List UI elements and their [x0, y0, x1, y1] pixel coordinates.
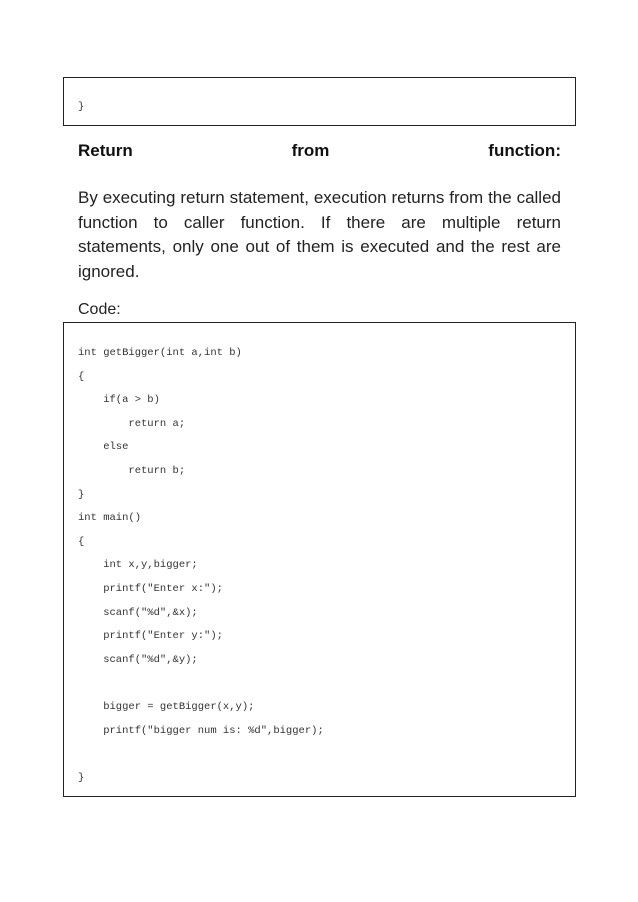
heading-word-return: Return — [78, 141, 133, 160]
code-line: int getBigger(int a,int b) — [78, 347, 242, 359]
code-line: return a; — [78, 418, 186, 430]
code-line: int x,y,bigger; — [78, 559, 198, 571]
code-line: int main() — [78, 512, 142, 524]
code-line: return b; — [78, 465, 186, 477]
code-block-continuation — [63, 77, 576, 126]
code-line: printf("bigger num is: %d",bigger); — [78, 725, 324, 737]
heading-word-from: from — [291, 141, 330, 160]
body-paragraph: By executing return statement, execution returns from the called function to caller function. If there are multiple return statements, only one out of them is executed and the rest are ignored. — [78, 188, 561, 281]
section-heading — [78, 141, 561, 161]
code-line: scanf("%d",&x); — [78, 607, 198, 619]
code-line: else — [78, 441, 129, 453]
code-line: } — [78, 772, 85, 784]
code-line: bigger = getBigger(x,y); — [78, 701, 255, 713]
heading-word-function: function: — [488, 141, 561, 160]
code-line: printf("Enter y:"); — [78, 630, 223, 642]
code-line: } — [78, 489, 85, 501]
code-line: { — [78, 536, 85, 548]
code-line: scanf("%d",&y); — [78, 654, 198, 666]
code-line: if(a > b) — [78, 394, 160, 406]
code-line: } — [78, 101, 85, 113]
code-block — [63, 322, 576, 797]
code-label: Code: — [78, 301, 121, 318]
code-line: printf("Enter x:"); — [78, 583, 223, 595]
code-line: { — [78, 371, 85, 383]
